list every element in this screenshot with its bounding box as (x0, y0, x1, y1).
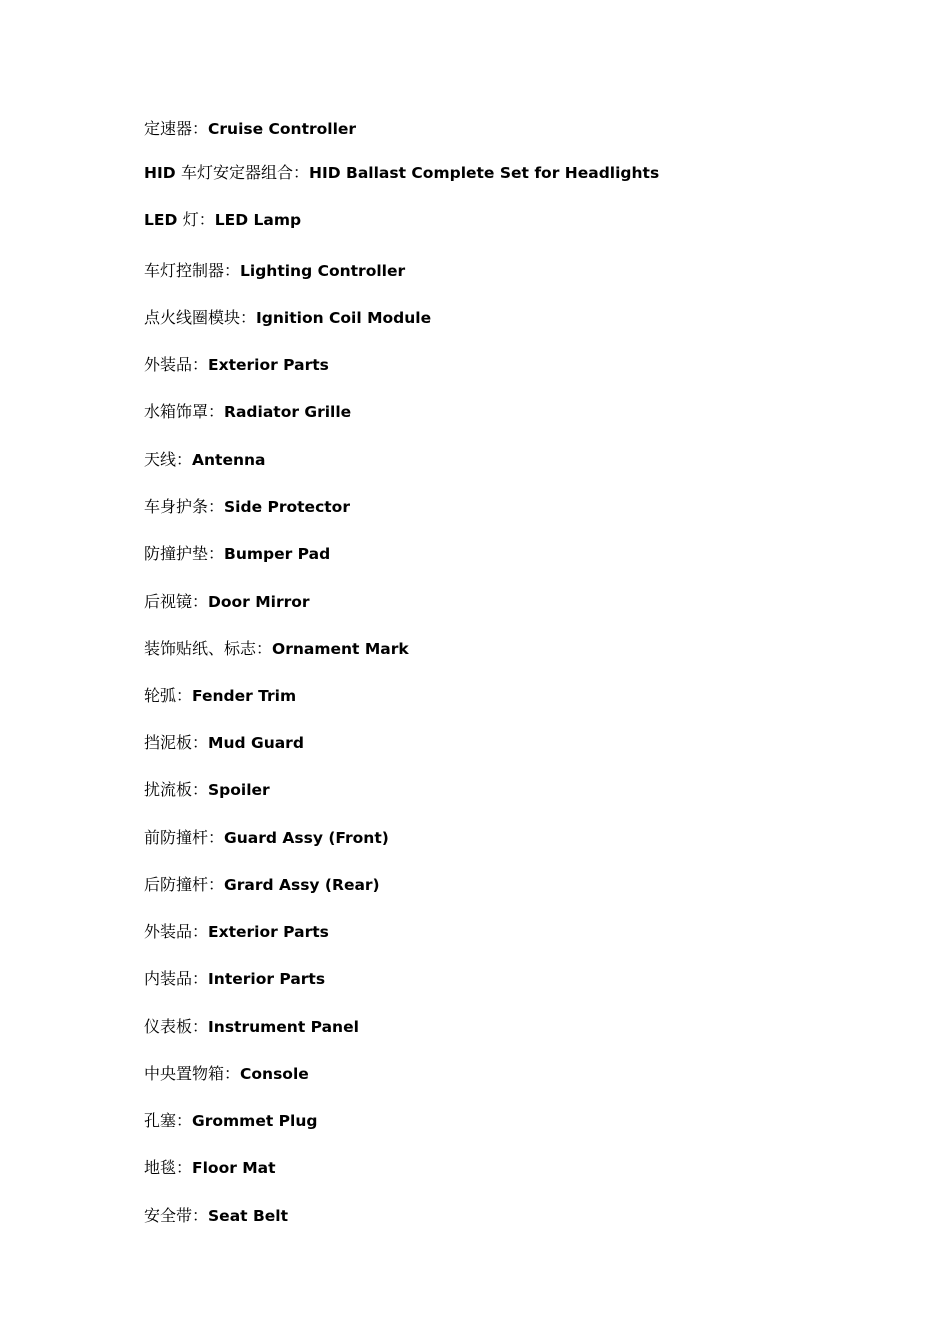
term-line (144, 1157, 276, 1179)
term-line (144, 1110, 317, 1132)
term-prefix: LED (144, 211, 183, 229)
term-line (144, 496, 350, 518)
english-term: Guard Assy (Front) (224, 829, 389, 847)
english-term: Mud Guard (208, 734, 304, 752)
term-line (144, 401, 351, 423)
chinese-term: 安全带： (144, 1206, 209, 1225)
english-term: Fender Trim (192, 687, 297, 705)
english-term: Lighting Controller (240, 262, 406, 280)
chinese-term: 仪表板： (144, 1017, 209, 1036)
english-term: Radiator Grille (224, 403, 352, 421)
english-term: Grommet Plug (192, 1112, 318, 1130)
term-line (144, 591, 310, 613)
english-term: Instrument Panel (208, 1018, 359, 1036)
english-term: Grard Assy (Rear) (224, 876, 380, 894)
english-term: Door Mirror (208, 593, 310, 611)
chinese-term: 灯： (182, 210, 215, 229)
term-line (144, 638, 409, 660)
term-prefix: HID (144, 164, 182, 182)
chinese-term: 车灯安定器组合： (181, 163, 310, 182)
english-term: Bumper Pad (224, 545, 331, 563)
english-term: Exterior Parts (208, 356, 329, 374)
chinese-term: 定速器： (144, 119, 209, 138)
term-line (144, 162, 659, 184)
english-term: Ornament Mark (272, 640, 409, 658)
chinese-term: 孔塞： (144, 1111, 193, 1130)
chinese-term: 外装品： (144, 922, 209, 941)
chinese-term: 防撞护垫： (144, 544, 225, 563)
english-term: Ignition Coil Module (256, 309, 432, 327)
term-line (144, 1016, 359, 1038)
term-line (144, 118, 356, 140)
chinese-term: 挡泥板： (144, 733, 209, 752)
english-term: Exterior Parts (208, 923, 329, 941)
english-term: Seat Belt (208, 1207, 289, 1225)
chinese-term: 车灯控制器： (144, 261, 241, 280)
chinese-term: 水箱饰罩： (144, 402, 225, 421)
term-line (144, 685, 296, 707)
english-term: Interior Parts (208, 970, 326, 988)
chinese-term: 天线： (144, 450, 193, 469)
chinese-term: 后防撞杆： (144, 875, 225, 894)
term-line (144, 1063, 309, 1085)
english-term: Side Protector (224, 498, 350, 516)
english-term: Antenna (192, 451, 266, 469)
term-line (144, 260, 405, 282)
chinese-term: 地毯： (144, 1158, 193, 1177)
chinese-term: 内装品： (144, 969, 209, 988)
chinese-term: 前防撞杆： (144, 828, 225, 847)
term-line (144, 732, 304, 754)
chinese-term: 装饰贴纸、标志： (144, 639, 273, 658)
term-line (144, 354, 329, 376)
chinese-term: 后视镜： (144, 592, 209, 611)
english-term: Spoiler (208, 781, 270, 799)
english-term: Cruise Controller (208, 120, 357, 138)
english-term: HID Ballast Complete Set for Headlights (309, 164, 660, 182)
english-term: LED Lamp (214, 211, 302, 229)
english-term: Floor Mat (192, 1159, 276, 1177)
term-line (144, 449, 266, 471)
term-line (144, 874, 380, 896)
term-line (144, 209, 301, 231)
term-line (144, 307, 431, 329)
term-line (144, 827, 389, 849)
term-line (144, 1205, 288, 1227)
term-line (144, 779, 270, 801)
chinese-term: 扰流板： (144, 780, 209, 799)
chinese-term: 中央置物箱： (144, 1064, 241, 1083)
chinese-term: 轮弧： (144, 686, 193, 705)
term-line (144, 543, 330, 565)
english-term: Console (240, 1065, 309, 1083)
chinese-term: 外装品： (144, 355, 209, 374)
term-line (144, 921, 329, 943)
chinese-term: 车身护条： (144, 497, 225, 516)
term-line (144, 968, 325, 990)
chinese-term: 点火线圈模块： (144, 308, 257, 327)
